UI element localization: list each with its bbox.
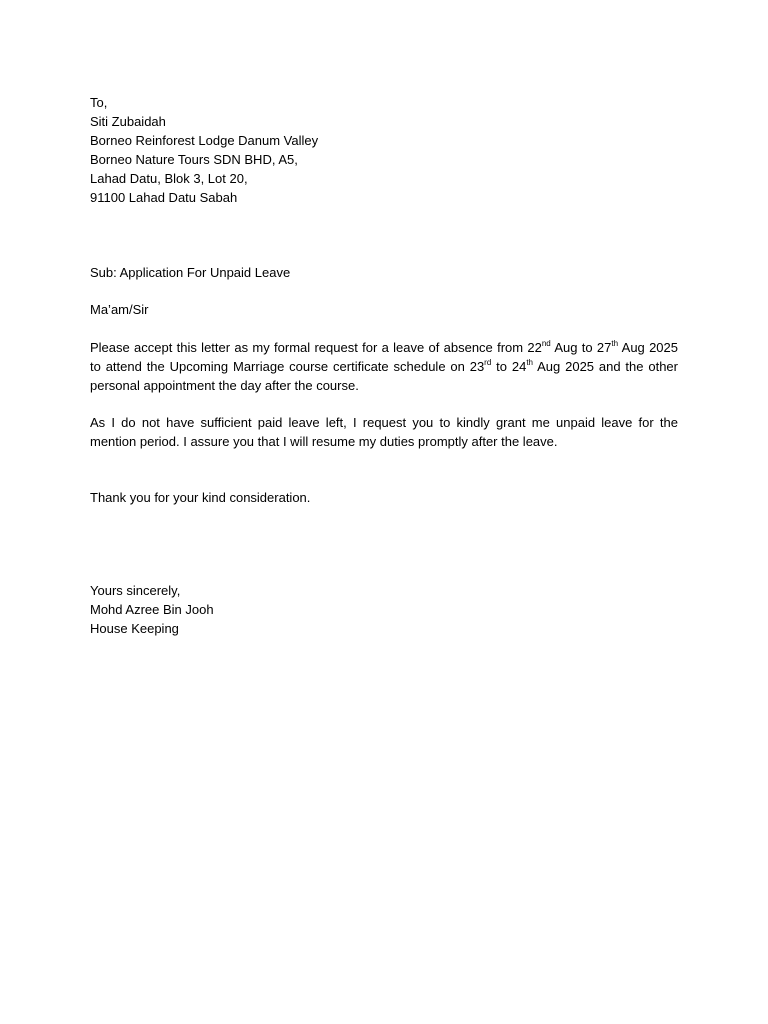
paragraph1-text-1: Please accept this letter as my formal request for a leave of absence from 22 — [90, 340, 542, 355]
paragraph1-text-4: to 24 — [491, 359, 527, 374]
ordinal-suffix-4: th — [526, 358, 533, 367]
recipient-name: Siti Zubaidah — [90, 114, 166, 129]
ordinal-suffix-2: th — [611, 339, 619, 348]
valediction: Yours sincerely, — [90, 583, 181, 598]
address-line-4: 91100 Lahad Datu Sabah — [90, 190, 238, 205]
paragraph1-text-5: Aug 2025 and the other personal appointment the day after the course. — [90, 359, 678, 393]
address-line-3: Lahad Datu, Blok 3, Lot 20, — [90, 171, 248, 186]
subject-line: Sub: Application For Unpaid Leave — [90, 265, 291, 280]
paragraph1-text-3: Aug 2025 to attend the Upcoming Marriage course certificate schedule on 23 — [90, 340, 678, 374]
letter-page — [90, 93, 678, 638]
ordinal-suffix-3: rd — [484, 358, 492, 367]
sender-name: Mohd Azree Bin Jooh — [90, 602, 214, 617]
paragraph-thanks: Thank you for your kind consideration. — [90, 490, 311, 505]
salutation: Ma’am/Sir — [90, 302, 149, 317]
address-line-2: Borneo Nature Tours SDN BHD, A5, — [90, 152, 298, 167]
closing-block — [90, 581, 678, 638]
recipient-address-block — [90, 93, 678, 207]
address-line-1: Borneo Reinforest Lodge Danum Valley — [90, 133, 319, 148]
paragraph-leave-request — [90, 338, 678, 395]
paragraph1-text-2: Aug to 27 — [550, 340, 612, 355]
paragraph-unpaid-leave: As I do not have sufficient paid leave left, I request you to kindly grant me unpaid leave for the mention period. I assure you that I will resume my duties promptly after the leave. — [90, 415, 678, 449]
to-line: To, — [90, 95, 108, 110]
ordinal-suffix-1: nd — [541, 339, 551, 348]
sender-department: House Keeping — [90, 621, 179, 636]
